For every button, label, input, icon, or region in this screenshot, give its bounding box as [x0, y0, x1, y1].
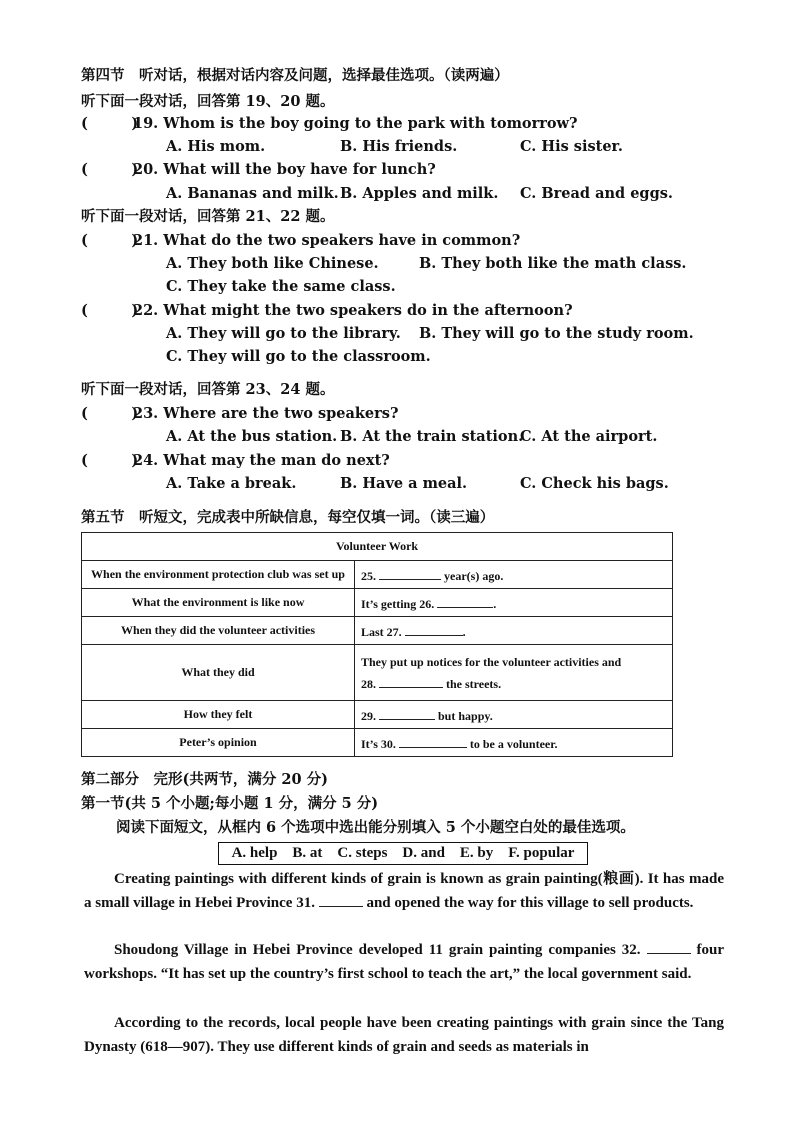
question-24: 24. What may the man do next?	[133, 452, 390, 469]
answer-paren-20[interactable]: ( )	[81, 161, 139, 178]
row-label: What they did	[82, 645, 355, 701]
answer-paren-24[interactable]: ( )	[81, 452, 139, 469]
passage-paragraph-1: Creating paintings with different kinds of grain is known as grain painting(粮画). It has made a small village in Hebei Province 31. and opened the way for this village to sell products.	[84, 871, 724, 911]
q21-option-b[interactable]: B. They both like the math class.	[419, 255, 687, 272]
q24-option-b[interactable]: B. Have a meal.	[340, 475, 468, 492]
passage-paragraph-2: Shoudong Village in Hebei Province developed 11 grain painting companies 32. four workshops. “It has set up the country’s first school to teach the art,” the local government said.	[84, 939, 724, 986]
part2-subheading: 第一节(共 5 个小题;每小题 1 分，满分 5 分)	[81, 795, 379, 812]
question-22: 22. What might the two speakers do in the afternoon?	[133, 302, 573, 319]
table-row	[82, 729, 673, 757]
question-19: 19. Whom is the boy going to the park with tomorrow?	[133, 115, 578, 132]
q24-option-c[interactable]: C. Check his bags.	[520, 475, 669, 492]
q19-option-b[interactable]: B. His friends.	[340, 138, 458, 155]
blank-32[interactable]	[647, 939, 691, 954]
row-answer: It’s getting 26. .	[355, 589, 673, 617]
q21-option-c[interactable]: C. They take the same class.	[166, 278, 396, 295]
blank-28[interactable]	[379, 673, 443, 688]
blank-25[interactable]	[379, 565, 441, 580]
row-label: Peter’s opinion	[82, 729, 355, 757]
row-label: What the environment is like now	[82, 589, 355, 617]
q19-option-a[interactable]: A. His mom.	[166, 138, 266, 155]
q22-option-a[interactable]: A. They will go to the library.	[166, 325, 401, 342]
q22-option-c[interactable]: C. They will go to the classroom.	[166, 348, 431, 365]
section4-heading: 第四节 听对话，根据对话内容及问题，选择最佳选项。（读两遍）	[81, 67, 509, 84]
table-row	[82, 589, 673, 617]
instr-23-24: 听下面一段对话，回答第 23、24 题。	[81, 381, 335, 398]
row-label: When the environment protection club was set up	[82, 561, 355, 589]
blank-30[interactable]	[399, 733, 467, 748]
part2-instructions: 阅读下面短文，从框内 6 个选项中选出能分别填入 5 个小题空白处的最佳选项。	[116, 819, 635, 836]
instr-21-22: 听下面一段对话，回答第 21、22 题。	[81, 208, 335, 225]
section5-heading: 第五节 听短文，完成表中所缺信息，每空仅填一词。（读三遍）	[81, 509, 495, 526]
question-21: 21. What do the two speakers have in common?	[133, 232, 521, 249]
row-label: How they felt	[82, 701, 355, 729]
q24-option-a[interactable]: A. Take a break.	[166, 475, 297, 492]
q20-option-a[interactable]: A. Bananas and milk.	[166, 185, 339, 202]
answer-paren-23[interactable]: ( )	[81, 405, 139, 422]
answer-paren-21[interactable]: ( )	[81, 232, 139, 249]
row-answer: 25. year(s) ago.	[355, 561, 673, 589]
q22-option-b[interactable]: B. They will go to the study room.	[419, 325, 694, 342]
options-box: A. help B. at C. steps D. and E. by F. popular	[218, 842, 588, 865]
table-title: Volunteer Work	[82, 533, 673, 561]
table-row	[82, 645, 673, 701]
blank-26[interactable]	[437, 593, 493, 608]
blank-31[interactable]	[319, 892, 363, 907]
blank-27[interactable]	[405, 621, 463, 636]
question-23: 23. Where are the two speakers?	[133, 405, 399, 422]
row-label: When they did the volunteer activities	[82, 617, 355, 645]
q20-option-b[interactable]: B. Apples and milk.	[340, 185, 499, 202]
table-row	[82, 701, 673, 729]
row-answer: 29. but happy.	[355, 701, 673, 729]
row-answer: They put up notices for the volunteer activities and 28. the streets.	[355, 645, 673, 701]
row-answer: It’s 30. to be a volunteer.	[355, 729, 673, 757]
instr-19-20: 听下面一段对话，回答第 19、20 题。	[81, 93, 335, 110]
table-header-row	[82, 533, 673, 561]
passage-paragraph-3: According to the records, local people have been creating paintings with grain since the Tang Dynasty (618—907). They use different kinds of grain and seeds as materials in	[84, 1015, 724, 1055]
row-answer: Last 27. .	[355, 617, 673, 645]
blank-29[interactable]	[379, 705, 435, 720]
volunteer-work-table	[81, 532, 673, 757]
q23-option-c[interactable]: C. At the airport.	[520, 428, 658, 445]
q21-option-a[interactable]: A. They both like Chinese.	[166, 255, 379, 272]
answer-paren-19[interactable]: ( )	[81, 115, 139, 132]
part2-heading: 第二部分 完形(共两节，满分 20 分)	[81, 771, 328, 788]
table-row	[82, 617, 673, 645]
q19-option-c[interactable]: C. His sister.	[520, 138, 623, 155]
question-20: 20. What will the boy have for lunch?	[133, 161, 436, 178]
q23-option-b[interactable]: B. At the train station.	[340, 428, 524, 445]
q23-option-a[interactable]: A. At the bus station.	[166, 428, 338, 445]
table-row	[82, 561, 673, 589]
answer-paren-22[interactable]: ( )	[81, 302, 139, 319]
q20-option-c[interactable]: C. Bread and eggs.	[520, 185, 673, 202]
